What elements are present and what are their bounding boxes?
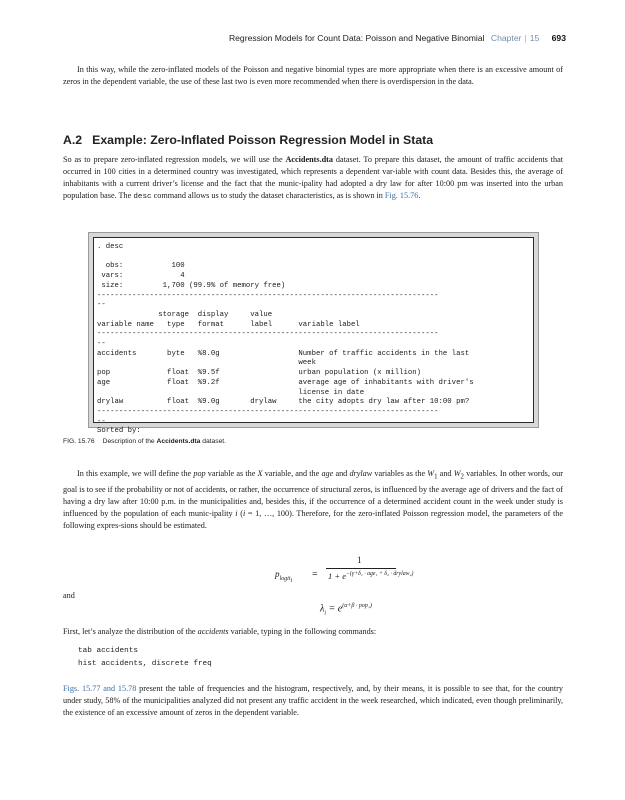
text-run: variable, and the — [262, 469, 322, 478]
stata-output-line: ------------------------------------------------------------------------------ — [97, 291, 439, 300]
eq-subscript: i — [290, 577, 293, 584]
figure-caption — [63, 438, 226, 445]
text-run: and — [437, 469, 454, 478]
text-run: variable as the — [205, 469, 258, 478]
command-block — [78, 645, 212, 671]
section-number: A.2 — [63, 133, 83, 147]
eq-subscript: logit — [279, 575, 291, 582]
var-drylaw: drylaw — [349, 469, 373, 478]
command-line: hist accidents, discrete freq — [78, 660, 212, 668]
command-line: tab accidents — [78, 647, 138, 655]
eq-symbol: p — [275, 569, 280, 579]
eq-symbol: λ — [320, 603, 325, 615]
eq-exponent: (α+β · pop₁) — [342, 603, 372, 609]
running-head — [60, 33, 566, 43]
caption-label: FIG. 15.76 — [63, 438, 95, 445]
text-run: = 1, …, 100). Therefore, for the zero-inflated Poisson regression model, the parameters of the following expres-sions should be estimated. — [63, 508, 564, 530]
caption-text: dataset. — [200, 438, 227, 445]
eq-exponent: −(γ+δ₁ · age₁ + δ₂ · drylaw₂) — [346, 571, 414, 578]
equation-denominator — [328, 571, 413, 581]
eq-base: 1 + e — [328, 571, 347, 581]
figure-link[interactable]: Fig. 15.76 — [384, 191, 419, 200]
var-pop: pop — [193, 469, 206, 478]
stata-output-line: pop float %9.5f urban population (x million) — [97, 369, 422, 378]
stata-output-line: -- — [97, 301, 106, 310]
text-run: . — [418, 191, 421, 200]
eq-subscript: i — [324, 610, 327, 617]
running-head-chapter-number: 15 — [529, 33, 540, 43]
inline-command: desc — [133, 193, 152, 201]
model-paragraph — [63, 468, 563, 532]
var-x: X — [257, 469, 263, 478]
var-i: i — [235, 508, 238, 518]
stata-output-line: license in date — [97, 388, 365, 397]
text-run: dataset. To prepare this dataset, the amount of traffic accidents that occurred in 100 cities in a determined country was investigated, which represents a dependent var-iable with count data. Besides this, the average of inhabitants with a current driver’s license and the fact that the munic-ipality had adopted a dry law for after 10:00 pm was inserted into the urban population base. The — [63, 155, 563, 200]
text-run: ( — [237, 508, 243, 518]
caption-dataset: Accidents.dta — [156, 438, 201, 445]
text-run: variables. In other words, our goal is to see if the probability or not of accidents, or rather, the occurrence of structural zeros, is influenced by the average age of drivers and the fact of having a dry law after 10:00 p.m. in the municipalities and, besides this, if the occurrence of a determined accident count in the week under study is influenced by the population of each munic-ipality — [63, 469, 563, 518]
commands-intro — [63, 626, 563, 638]
text-run: So as to prepare zero-inflated regression models, we will use the — [63, 155, 286, 164]
stata-output-line: -- — [97, 340, 106, 349]
results-paragraph — [63, 683, 563, 719]
var-i: i — [242, 508, 246, 518]
section-heading — [63, 133, 563, 147]
equation-numerator: 1 — [357, 555, 362, 565]
text-run: In this example, we will define the — [77, 469, 194, 478]
equation-equals: = — [312, 569, 318, 580]
text-run: variables as the — [372, 469, 428, 478]
page-number: 693 — [551, 33, 566, 43]
eq-rhs: = e — [326, 603, 343, 615]
stata-output-window — [93, 237, 534, 436]
equation-logit-lhs — [275, 569, 292, 584]
text-run: and — [333, 469, 350, 478]
stata-output-line: size: 1,700 (99.9% of memory free) — [97, 281, 286, 290]
fraction-bar — [326, 568, 396, 569]
stata-output-line: accidents byte %8.0g Number of traffic accidents in the last — [97, 349, 470, 358]
stata-output-line: drylaw float %9.0g drylaw the city adopts dry law after 10:00 pm? — [97, 398, 470, 407]
figures-link[interactable]: Figs. 15.77 and 15.78 — [63, 684, 137, 693]
stata-figure — [88, 232, 539, 436]
subscript: 2 — [460, 473, 464, 481]
var-age: age — [321, 469, 334, 478]
stata-output-line: Sorted by: — [97, 427, 141, 436]
stata-output — [94, 238, 533, 437]
stata-output-line: obs: 100 — [97, 262, 185, 271]
text-run: First, let’s analyze the distribution of the — [63, 627, 198, 636]
text-run: command allows us to study the dataset characteristics, as is shown in — [151, 191, 385, 200]
equation-lambda — [320, 603, 372, 616]
intro-paragraph: In this way, while the zero-inflated models of the Poisson and negative binomial types are more appropriate when there is an excessive amount of zeros in the dependent variable, the use of these last two is even more recommended when there is overdispersion in the data. — [63, 65, 563, 86]
text-run: variable, typing in the following commands: — [228, 627, 377, 636]
var-accidents: accidents — [197, 627, 229, 636]
subscript: 1 — [434, 473, 438, 481]
stata-output-line: variable name type format label variable label — [97, 320, 360, 329]
text-run: present the table of frequencies and the histogram, respectively, and, by their means, it is possible to see that, for the country under study, 58% of the municipalities analyzed did not present any traffic accident in the week researched, which indicated, even though preliminarily, the existence of an excessive amount of zeros in the dependent variable. — [63, 684, 564, 717]
caption-text: Description of the — [102, 438, 157, 445]
running-head-title: Regression Models for Count Data: Poisson and Negative Binomial — [228, 33, 485, 43]
var-w1: W — [427, 469, 435, 478]
stata-output-line: ------------------------------------------------------------------------------ — [97, 330, 439, 339]
stata-output-line: . desc — [97, 243, 124, 251]
dataset-paragraph — [63, 154, 563, 203]
stata-output-line: ------------------------------------------------------------------------------ — [97, 407, 439, 416]
var-w2: W — [453, 469, 461, 478]
stata-output-line: age float %9.2f average age of inhabitants with driver's — [97, 378, 474, 387]
stata-output-line: storage display value — [97, 310, 273, 319]
running-head-separator: | — [524, 33, 527, 43]
stata-output-line: vars: 4 — [97, 272, 185, 281]
running-head-chapter-label: Chapter — [490, 33, 522, 43]
dataset-name: Accidents.dta — [285, 155, 333, 164]
and-text: and — [63, 591, 75, 600]
section-title: Example: Zero-Inflated Poisson Regression Model in Stata — [92, 133, 434, 147]
stata-output-line: week — [97, 359, 316, 368]
stata-output-line: -- — [97, 417, 106, 426]
